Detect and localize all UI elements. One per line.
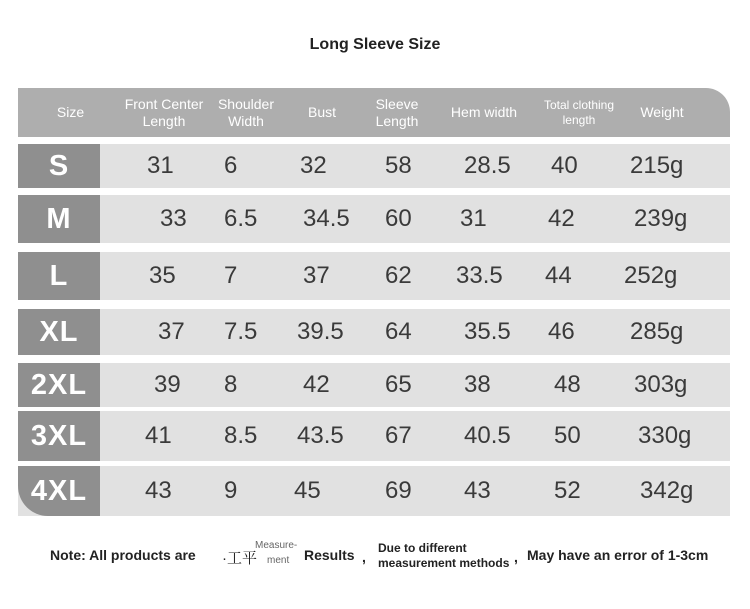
table-cell: 44 [545, 262, 572, 289]
size-label: 3XL [18, 411, 100, 461]
size-label: L [18, 252, 100, 300]
table-cell: 31 [460, 205, 487, 232]
header-cell: Bust [307, 104, 336, 120]
table-cell: 7 [224, 262, 238, 289]
table-cell: 252g [624, 262, 678, 289]
table-cell: 35 [149, 262, 176, 289]
table-cell: 342g [640, 477, 694, 504]
table-cell: 215g [630, 152, 684, 179]
note-measure-top: Measure- [255, 540, 298, 551]
table-cell: 58 [385, 152, 412, 179]
measurement-note [0, 538, 750, 578]
header-cell: Sleeve Length [375, 95, 419, 129]
table-cell: 33.5 [456, 262, 503, 289]
table-header [18, 88, 730, 137]
table-cell: 67 [385, 422, 412, 449]
table-row [18, 309, 730, 355]
table-cell: 64 [385, 318, 412, 345]
table-cell: 41 [145, 422, 172, 449]
table-cell: 38 [464, 371, 491, 398]
table-cell: 37 [158, 318, 185, 345]
table-cell: 32 [300, 152, 327, 179]
header-cell: Size [56, 104, 85, 120]
header-cell: Hem width [450, 104, 518, 120]
table-cell: 239g [634, 205, 688, 232]
table-cell: 34.5 [303, 205, 350, 232]
table-cell: 8.5 [224, 422, 258, 449]
table-cell: 39 [154, 371, 181, 398]
note-chinese: ·工平 [222, 550, 257, 567]
page-title: Long Sleeve Size [309, 36, 441, 53]
note-suffix: May have an error of 1-3cm [527, 547, 709, 563]
table-cell: 60 [385, 205, 412, 232]
table-cell: 48 [554, 371, 581, 398]
table-cell: 40 [551, 152, 578, 179]
header-cell: Weight [640, 104, 684, 120]
table-cell: 6 [224, 152, 238, 179]
table-cell: 42 [548, 205, 575, 232]
table-cell: 69 [385, 477, 412, 504]
note-prefix: Note: All products are [50, 547, 196, 563]
size-label: S [18, 144, 100, 188]
table-cell: 45 [294, 477, 321, 504]
table-cell: 31 [147, 152, 174, 179]
table-row [18, 195, 730, 243]
table-cell: 50 [554, 422, 581, 449]
note-results: Results [304, 547, 355, 563]
table-row [18, 411, 730, 461]
table-cell: 7.5 [224, 318, 258, 345]
header-cell: Total clothing length [543, 97, 615, 127]
table-cell: 40.5 [464, 422, 511, 449]
size-label: M [18, 195, 100, 243]
table-cell: 62 [385, 262, 412, 289]
table-cell: 285g [630, 318, 684, 345]
table-cell: 43 [145, 477, 172, 504]
table-cell: 65 [385, 371, 412, 398]
note-due-line-2: measurement methods [378, 556, 510, 570]
table-cell: 37 [303, 262, 330, 289]
table-row [18, 144, 730, 188]
table-cell: 46 [548, 318, 575, 345]
header-cell: Shoulder Width [217, 95, 275, 129]
table-cell: 28.5 [464, 152, 511, 179]
table-cell: 43 [464, 477, 491, 504]
table-cell: 39.5 [297, 318, 344, 345]
table-row [18, 466, 730, 516]
table-cell: 8 [224, 371, 238, 398]
note-due-line-1: Due to different [378, 541, 467, 555]
table-cell: 303g [634, 371, 688, 398]
note-comma-2: , [514, 549, 518, 565]
note-comma-1: , [362, 549, 366, 565]
table-cell: 43.5 [297, 422, 344, 449]
table-cell: 42 [303, 371, 330, 398]
table-cell: 33 [160, 205, 187, 232]
table-cell: 35.5 [464, 318, 511, 345]
table-row [18, 363, 730, 407]
note-measure-bottom: ment [267, 555, 290, 566]
size-label: 4XL [18, 466, 100, 516]
table-cell: 330g [638, 422, 692, 449]
table-cell: 9 [224, 477, 238, 504]
table-cell: 52 [554, 477, 581, 504]
table-row [18, 252, 730, 300]
table-cell: 6.5 [224, 205, 258, 232]
size-label: XL [18, 309, 100, 355]
size-label: 2XL [18, 363, 100, 407]
header-cell: Front Center Length [124, 95, 204, 129]
